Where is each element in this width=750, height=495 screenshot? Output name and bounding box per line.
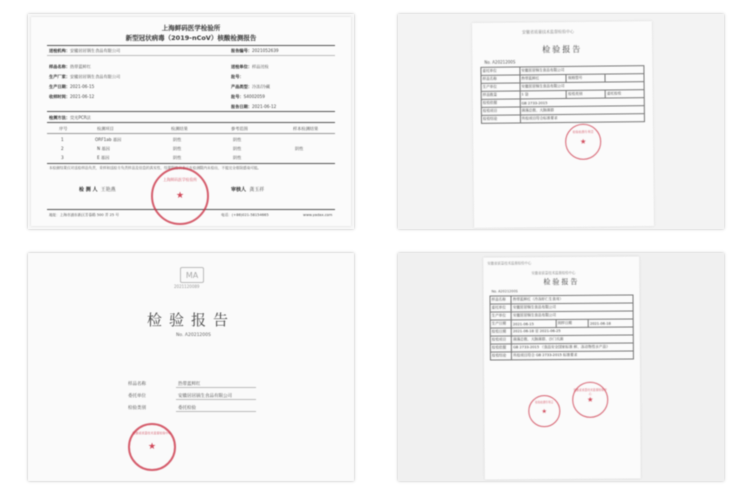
report-no: No. A2021200S (484, 59, 516, 65)
ma-logo-icon: MA (180, 267, 204, 283)
inspection-table (480, 65, 645, 124)
cover-field-value: 热带蓝鲜红 (178, 382, 201, 387)
report-field: 生产日期：2021-06-15 (49, 84, 95, 89)
report-field: 送检单位：样品送检 (231, 64, 269, 69)
table-cell: 所检项目符合 GB 2733-2015 标准要求 (512, 351, 634, 360)
method-line: 检测方法：荧光PCR法 (49, 115, 91, 120)
table-cell: 检验依据 (490, 344, 511, 352)
table-cell: 阴性 (233, 155, 242, 160)
report-photo-inspection-1[interactable] (398, 14, 724, 229)
table-cell: 阴性 (295, 146, 304, 151)
table-cell: 检验依据 (481, 99, 520, 107)
table-cell: 安徽居居锅生食品有限公司 (520, 66, 644, 75)
star-icon: ★ (175, 191, 185, 201)
table-cell: 菌落总数、大肠菌群、沙门氏菌 (512, 335, 634, 344)
table-cell: 2021-06-18 (588, 319, 633, 327)
table-cell: 生产日期 (490, 320, 511, 328)
center-seal-stamp: ★ 安徽省质量技术监督检验中心 (128, 423, 176, 471)
table-header: 检测项目 (97, 126, 114, 131)
table-cell: 检验结论 (481, 115, 520, 123)
inspection-table-2 (489, 294, 633, 360)
cover-field: 样品名称 (128, 382, 146, 387)
star-icon: ★ (541, 407, 548, 415)
table-cell: 安徽居居锅生食品有限公司 (520, 82, 644, 91)
report-note: 本检测结果仅对送检样品负责，采样和送检方负责样品及信息的真实性，结果阴性仅表示在检测限内未检出，不能完全排除感染可能。 (49, 166, 262, 170)
cert-number: 2021120089 (174, 284, 200, 289)
inspection-seal-stamp-3: ★ 检验检测专用章 (528, 395, 560, 427)
report-title: 新型冠状病毒（2019-nCoV）核酸检测报告 (125, 34, 257, 42)
report-title: 检验报告 (543, 277, 580, 287)
table-cell: 热带蓝鲜红（冷冻虾仁生食用） (511, 295, 633, 304)
table-cell: 1 袋 (520, 90, 567, 98)
table-cell: 检验项目 (490, 336, 511, 344)
report-photo-cover[interactable] (28, 253, 354, 481)
table-cell: 到样日期 (556, 319, 588, 327)
table-cell: 规格型号 (566, 74, 605, 82)
cover-field: 检验类别 (128, 406, 146, 411)
table-cell: N 基因 (97, 146, 110, 151)
cover-field: 委托单位 (128, 394, 146, 399)
footer-website: www.yadax.com (303, 213, 333, 217)
table-header: 参考范围 (231, 126, 248, 131)
table-cell: E 基因 (97, 155, 110, 160)
star-icon: ★ (579, 137, 587, 146)
table-cell: 2021-06-18 至 2021-06-25 (511, 327, 633, 336)
lab-seal-stamp: ★ 上海鲜码医学检验所 (151, 167, 209, 225)
report-number: 报告编号：2021052639 (231, 48, 279, 53)
table-cell: 检验结论 (490, 352, 511, 360)
inspection-seal-stamp-2: ★ 安徽省质量技术监督检验中心 (572, 382, 608, 418)
tester-signature: 检 测 人 王艳燕 (79, 187, 116, 193)
report-field: 批号： (231, 74, 244, 79)
report-field: 生产厂家：安徽居居锅生食品有限公司 (49, 74, 121, 79)
header-org: 安徽省质量技术监督检验中心 (487, 261, 532, 266)
table-cell: 检验项目 (481, 107, 520, 115)
table-cell: 热带蓝鲜红 (520, 74, 567, 82)
table-cell: 生产单位 (490, 312, 511, 320)
inspection-report-sheet (472, 21, 654, 228)
table-header: 检测结果 (171, 126, 188, 131)
table-row (481, 114, 644, 124)
table-cell: 所检项目符合标准要求 (520, 114, 644, 123)
report-field: 报告日期：2021-06-12 (231, 104, 277, 109)
table-cell: 样品名称 (481, 75, 520, 83)
footer-address: 地址：上海市浦东新区芳春路 500 弄 25 号 (49, 213, 119, 217)
table-cell: 安徽居居锅生食品有限公司 (511, 303, 633, 312)
table-cell: 阴性 (173, 146, 182, 151)
report-photo-covid-test[interactable] (28, 14, 354, 229)
table-cell: 检验类别 (567, 90, 606, 98)
table-header: 样本检测结果 (293, 126, 319, 131)
report-field: 收样时间：2021-06-12 (49, 94, 95, 99)
table-cell: 委托检验 (605, 90, 644, 98)
inspection-report-sheet-2 (483, 256, 641, 479)
table-cell: 安徽居居锅生食品有限公司 (511, 311, 633, 320)
table-cell: 阴性 (233, 137, 242, 142)
report-field: 样品名称：热带蓝鲜红 (49, 64, 91, 69)
table-cell: GB 2733-2015 (520, 98, 644, 107)
table-cell: GB 2733-2015 《食品安全国家标准 鲜、冻动物性水产品》 (512, 343, 634, 352)
report-field: 产品类型：冷冻/冷藏 (231, 84, 271, 89)
cover-sheet (28, 253, 354, 481)
table-cell: 样品数量 (481, 91, 520, 99)
table-cell: 3 (61, 155, 64, 160)
table-cell: 菌落总数、大肠菌群 (520, 106, 644, 115)
table-cell: 委托单位 (481, 67, 520, 75)
table-cell: 样品名称 (490, 296, 511, 304)
table-cell: 阴性 (173, 137, 182, 142)
header-org: 安徽省质量技术监督检验中心 (522, 28, 575, 35)
report-no: No. A2021200S (491, 289, 518, 294)
table-cell: 生产单位 (481, 83, 520, 91)
table-header: 序号 (59, 126, 68, 131)
inspection-seal-stamp: ★ 检验检测专用章 (565, 124, 601, 160)
table-cell: ORF1ab 基因 (95, 137, 122, 142)
cover-field-value: 委托检验 (178, 406, 196, 411)
covid-report-sheet (31, 17, 351, 226)
report-field: 批号：S4002059 (231, 94, 265, 99)
footer-phone: 电话：(+86)021-58154665 (221, 213, 269, 217)
table-cell: 检验日期 (490, 328, 511, 336)
table-cell: 2 (61, 146, 64, 151)
cover-field-value: 安徽居居锅生食品有限公司 (178, 394, 232, 399)
table-cell: 委托单位 (490, 304, 511, 312)
lab-name: 上海鲜码医学检验所 (161, 24, 221, 32)
star-icon: ★ (587, 395, 594, 404)
reviewer-signature: 审核人 龚玉祥 (231, 187, 265, 193)
report-photo-inspection-2[interactable] (398, 253, 724, 481)
table-cell: 1 (61, 137, 64, 142)
table-row (490, 351, 633, 360)
report-no: No. A2021200S (176, 333, 211, 338)
report-title: 检验报告 (542, 44, 583, 55)
table-cell: 2021-06-15 (511, 320, 556, 328)
report-title: 检验报告 (146, 311, 235, 329)
star-icon: ★ (147, 442, 157, 452)
table-cell: 阴性 (233, 146, 242, 151)
org-line: 安徽省质量技术监督检验中心 (531, 270, 576, 276)
table-cell: 阴性 (173, 155, 182, 160)
report-field: 送检机构：安徽居居锅生食品有限公司 (49, 48, 121, 53)
